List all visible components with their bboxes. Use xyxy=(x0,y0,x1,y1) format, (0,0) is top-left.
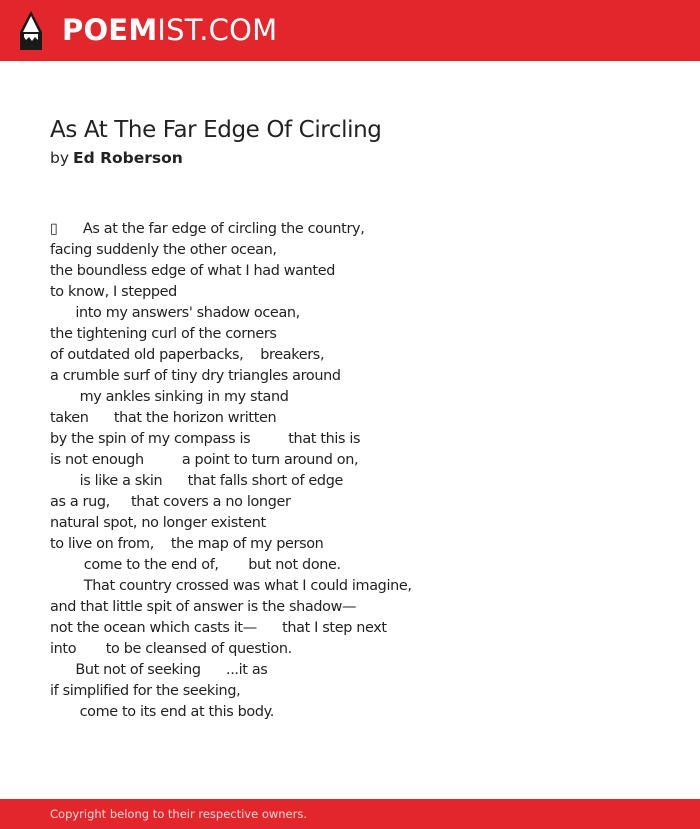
author-name: Ed Roberson xyxy=(73,149,183,167)
poem-line: my ankles sinking in my stand xyxy=(50,389,289,405)
poem-line: ▯ As at the far edge of circling the country, xyxy=(50,221,365,237)
poem-line: is not enough a point to turn around on, xyxy=(50,452,359,468)
poem-line: is like a skin that falls short of edge xyxy=(50,473,344,489)
poem-line: facing suddenly the other ocean, xyxy=(50,242,277,258)
poem-line: natural spot, no longer existent xyxy=(50,515,266,531)
poem-line: by the spin of my compass is that this is xyxy=(50,431,361,447)
poem-body xyxy=(50,219,610,723)
poem-line: not the ocean which casts it— that I step next xyxy=(50,620,387,636)
poem-line: come to its end at this body. xyxy=(50,704,274,720)
site-footer xyxy=(0,799,700,829)
poem-line: into to be cleansed of question. xyxy=(50,641,292,657)
poem-line: the tightening curl of the corners xyxy=(50,326,277,342)
copyright-text: Copyright belong to their respective owners. xyxy=(50,807,308,821)
poem-line: if simplified for the seeking, xyxy=(50,683,241,699)
poem-title: As At The Far Edge Of Circling xyxy=(50,117,382,143)
poem-line: as a rug, that covers a no longer xyxy=(50,494,291,510)
site-header xyxy=(0,0,700,61)
poem-line: of outdated old paperbacks, breakers, xyxy=(50,347,325,363)
poem-line: But not of seeking ...it as xyxy=(50,662,268,678)
poem-line: to live on from, the map of my person xyxy=(50,536,324,552)
logo-bold-text: POEM xyxy=(62,13,158,47)
poem-line: and that little spit of answer is the shadow— xyxy=(50,599,357,615)
poem-line: into my answers' shadow ocean, xyxy=(50,305,300,321)
pencil-logo-icon[interactable] xyxy=(18,10,44,52)
poem-line: come to the end of, but not done. xyxy=(50,557,341,573)
poem-line: the boundless edge of what I had wanted xyxy=(50,263,336,279)
poem-line: That country crossed was what I could imagine, xyxy=(50,578,412,594)
site-logo[interactable] xyxy=(62,13,277,47)
by-label: by xyxy=(50,149,70,167)
poem-line: taken that the horizon written xyxy=(50,410,277,426)
poem-line: a crumble surf of tiny dry triangles around xyxy=(50,368,341,384)
poem-line: to know, I stepped xyxy=(50,284,177,300)
logo-light-text: IST.COM xyxy=(157,13,278,47)
byline xyxy=(50,149,183,167)
